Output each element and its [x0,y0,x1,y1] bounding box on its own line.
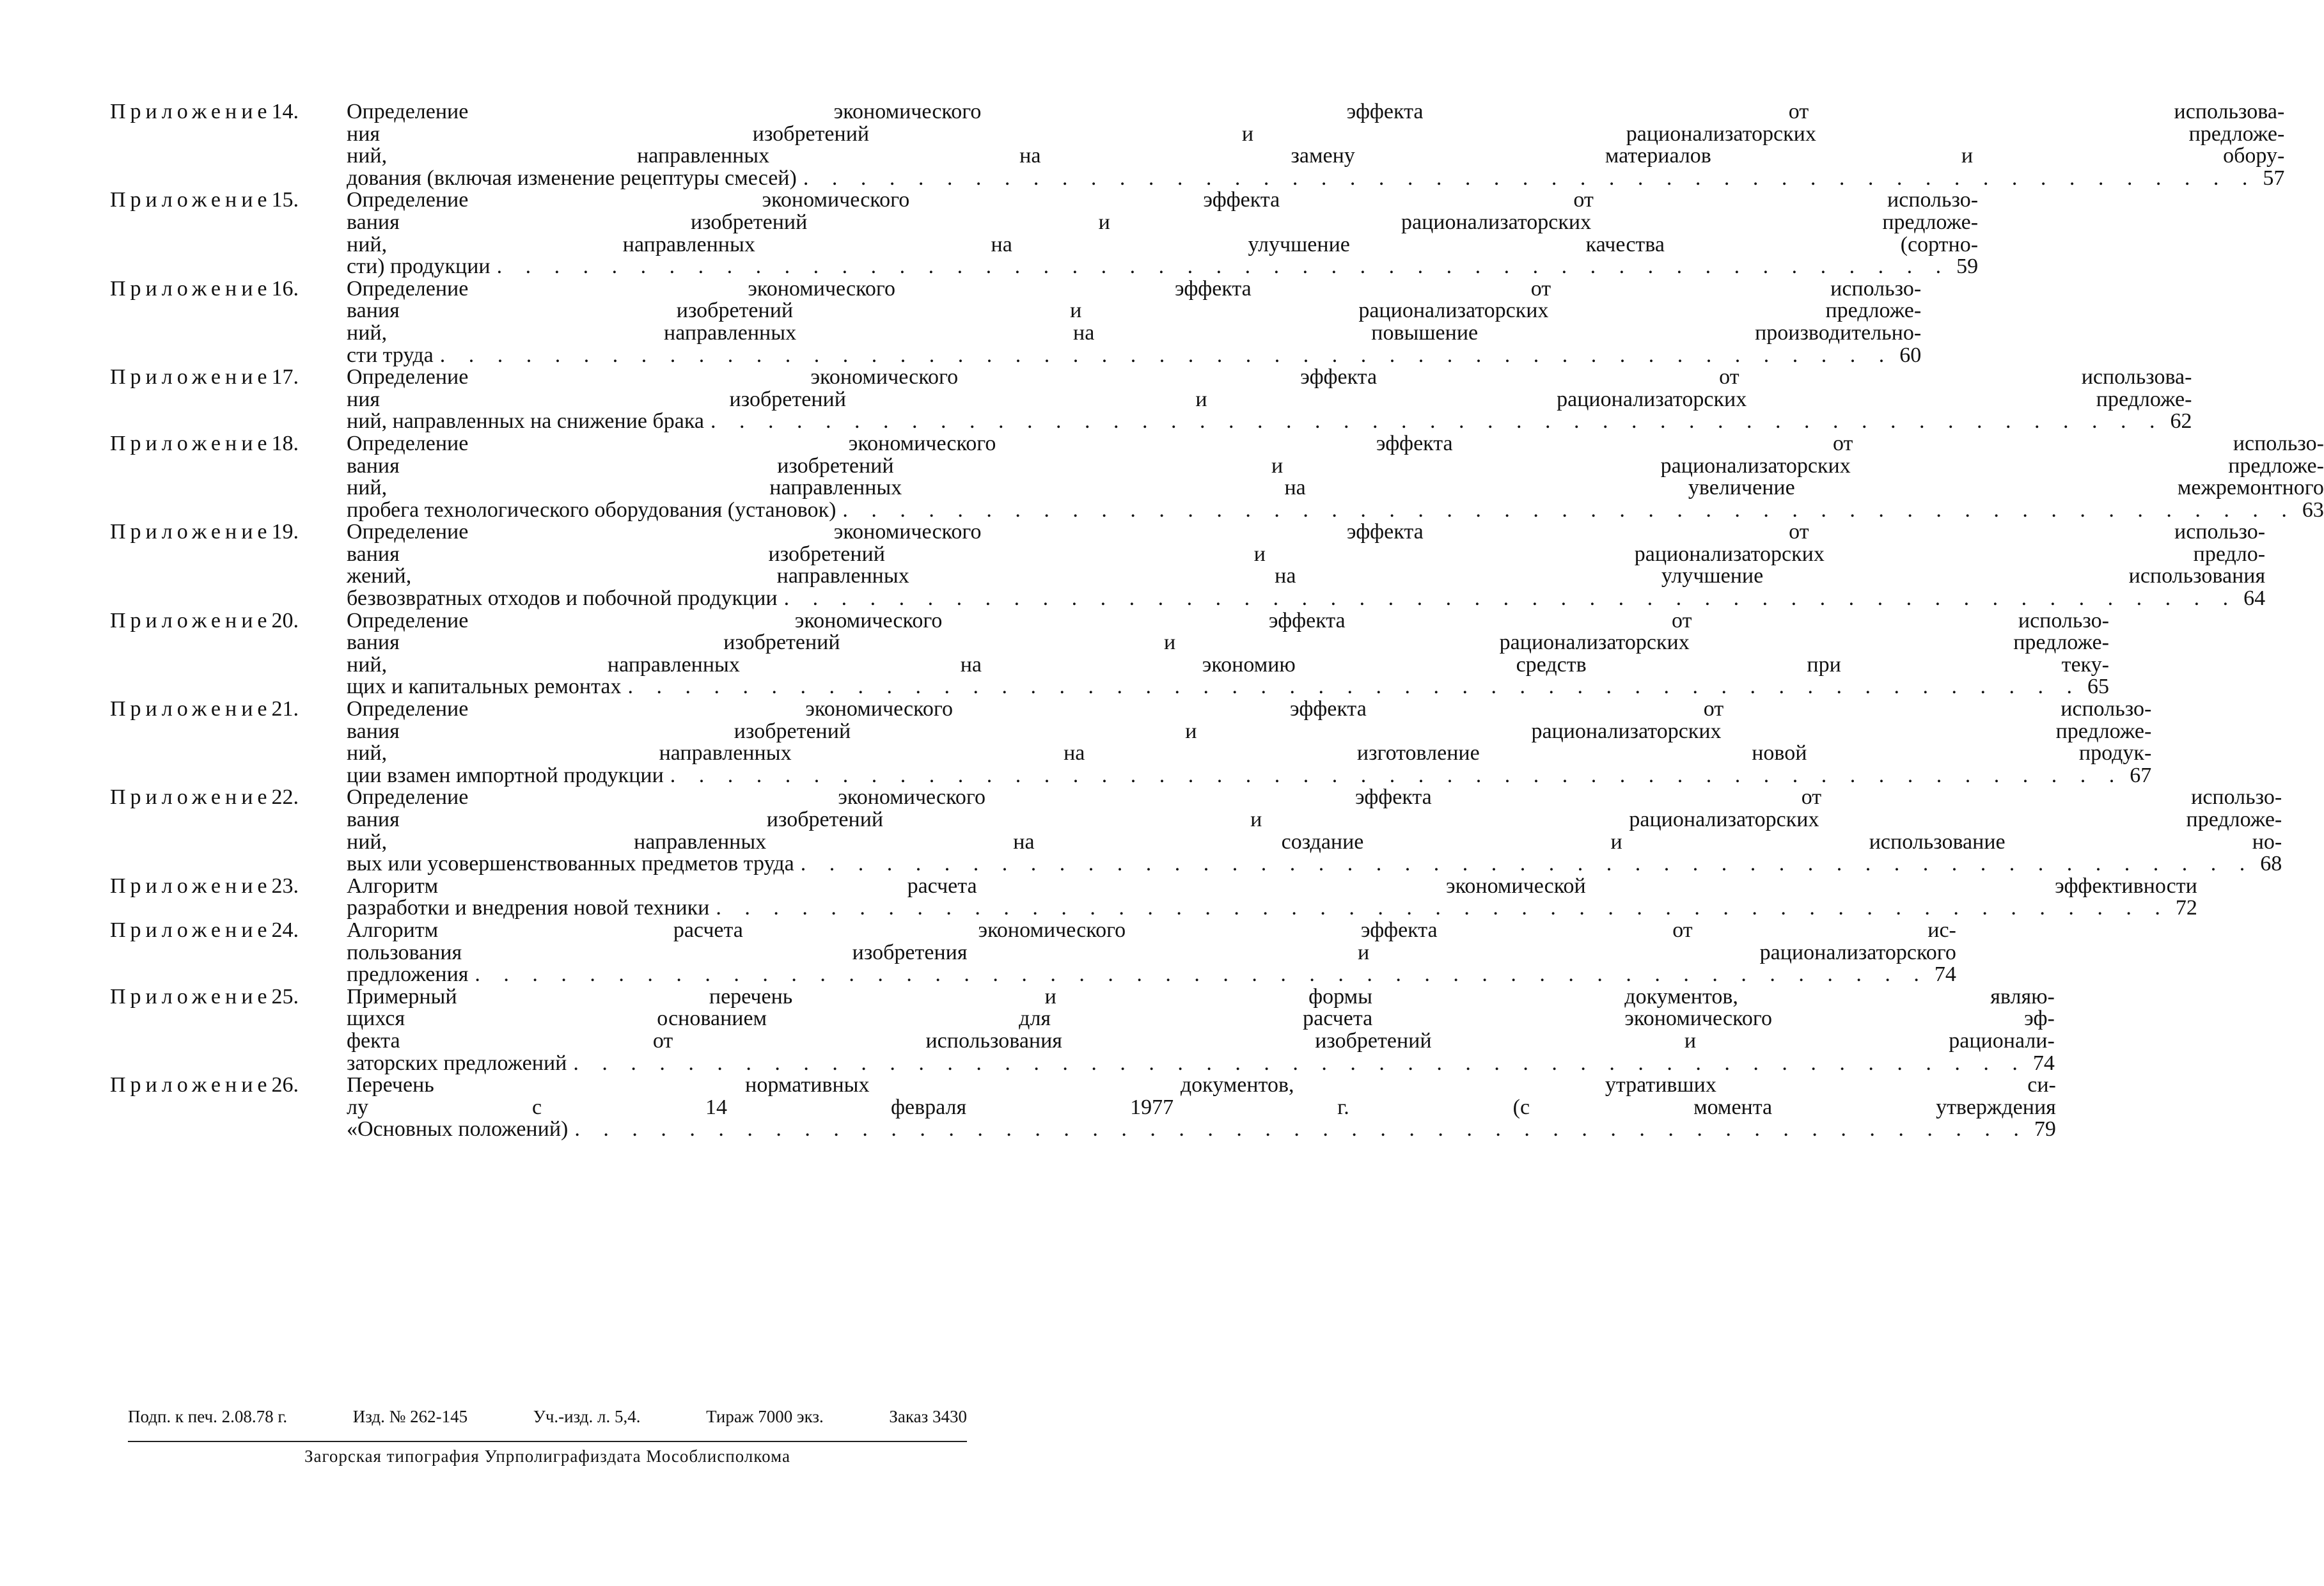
entry-title-last-line [347,256,1978,278]
appendix-number: 17. [271,365,299,389]
dot-leader [567,1053,2027,1075]
entry-title-line: фекта от использования изобретений и рационали- [347,1028,2055,1053]
page-number: 74 [1934,962,1956,987]
entry-title-line: ний, направленных на улучшение качества (сортно- [347,232,1979,256]
toc-entry [110,365,2192,434]
entry-title-line: вания изобретений и рационализаторских предложе- [347,210,1979,234]
entry-title-last-line [347,588,2265,610]
entry-title-last-line [347,411,2192,433]
entry-title-line: щих и капитальных ремонтах [347,675,622,699]
page-number: 63 [2302,498,2324,522]
entry-title [347,698,2151,787]
entry-title-line: ний, направленных на изготовление новой продук- [347,741,2152,766]
entry-title-line: Определение экономического эффекта от использова- [347,100,2285,123]
appendix-number: 26. [271,1073,299,1097]
entry-title [347,787,2282,875]
entry-title-line: пользования изобретения и рационализаторского [347,940,1956,964]
entry-title-line: Определение экономического эффекта от использо- [347,697,2152,721]
entry-title-line: вания изобретений и рационализаторских предложе- [347,808,2282,831]
page-number: 74 [2032,1051,2055,1075]
appendix-label [110,189,347,212]
entry-title-line: ции взамен импортной продукции [347,763,664,787]
imprint-circulation: Тираж 7000 экз. [706,1407,824,1426]
entry-title-line: безвозвратных отходов и побочной продукции [347,586,778,611]
entry-title [347,366,2192,433]
appendix-number: 22. [271,785,299,810]
appendix-word: Приложение [110,431,272,455]
imprint-edition: Изд. № 262-145 [352,1407,468,1426]
appendix-number: 23. [271,874,299,898]
entry-title [347,986,2055,1074]
dot-leader [704,411,2164,433]
entry-title-line: ний, направленных на увеличение межремонтного [347,476,2324,500]
appendix-label [110,610,347,632]
entry-title [347,433,2324,521]
entry-title-line: вания изобретений и рационализаторских предло- [347,542,2266,566]
dot-leader [778,588,2238,610]
entry-title [347,278,1921,366]
toc-entry [110,100,2285,190]
entry-title-line: вых или усовершенствованных предметов труда [347,852,794,876]
page-number: 57 [2263,166,2285,190]
entry-title-line: вания изобретений и рационализаторских предложе- [347,299,1922,323]
toc-entry [110,431,2324,522]
appendix-word: Приложение [110,697,272,721]
entry-title-line: Определение экономического эффекта от использо- [347,608,2109,632]
entry-title-line: Определение экономического эффекта от использо- [347,276,1922,301]
entry-title [347,920,1956,986]
toc-entry [110,918,1956,987]
entry-title-last-line [347,964,1956,986]
entry-title-line: Определение экономического эффекта от использо- [347,431,2324,455]
entry-title-line: щихся основанием для расчета экономического эф- [347,1007,2055,1031]
entry-title-line: лу с 14 февраля 1977 г. (с момента утверждения [347,1095,2056,1119]
entry-title-line: Примерный перечень и формы документов, являю- [347,984,2055,1009]
appendix-label [110,986,347,1009]
entry-title [347,189,1978,278]
printer-name: Загорская типография Упрполиграфиздата Мособлисполкома [304,1447,791,1466]
toc-entry [110,1073,2056,1142]
entry-title-line: ния изобретений и рационализаторских предложе- [347,122,2285,146]
entry-title-line: ний, направленных на экономию средств при теку- [347,652,2109,677]
appendix-word: Приложение [110,520,272,544]
appendix-word: Приложение [110,785,272,810]
page-number: 72 [2175,896,2197,920]
appendix-label [110,875,347,898]
appendix-label [110,521,347,544]
dot-leader [794,853,2254,875]
toc-entry [110,608,2109,699]
entry-title-line: ний, направленных на повышение производительно- [347,320,1922,345]
appendix-word: Приложение [110,874,272,898]
entry-title-last-line [347,345,1921,367]
entry-title-last-line [347,676,2109,698]
appendix-number: 19. [271,520,299,544]
entry-title-line: сти) продукции [347,255,491,279]
appendix-word: Приложение [110,918,272,942]
dot-leader [568,1119,2028,1141]
entry-title-line: предложения [347,962,469,987]
appendix-number: 20. [271,608,299,632]
appendix-word: Приложение [110,984,272,1009]
appendix-label [110,278,347,301]
entry-title-line: разработки и внедрения новой техники [347,896,710,920]
imprint-line [128,1407,967,1427]
entry-title-line: Перечень нормативных документов, утративших си- [347,1073,2056,1097]
entry-title-line: Определение экономического эффекта от использо- [347,520,2266,544]
entry-title-line: пробега технологического оборудования (установок) [347,498,836,522]
entry-title-line: ний, направленных на снижение брака [347,409,704,434]
appendix-label [110,787,347,809]
entry-title-line: Алгоритм расчета экономической эффективности [347,874,2197,898]
toc-entry [110,520,2266,611]
entry-title-line: вания изобретений и рационализаторских предложе- [347,631,2109,655]
entry-title-last-line [347,1119,2056,1141]
appendix-word: Приложение [110,188,272,212]
appendix-word: Приложение [110,1073,272,1097]
entry-title-line: дования (включая изменение рецептуры смесей) [347,166,797,190]
appendix-label [110,101,347,123]
entry-title-line: Определение экономического эффекта от использова- [347,365,2192,389]
entry-title-line: «Основных положений) [347,1117,569,1142]
page-number: 79 [2034,1117,2056,1142]
page-number: 64 [2243,586,2266,611]
appendix-label [110,433,347,455]
entry-title-line: заторских предложений [347,1051,567,1075]
entry-title-last-line [347,1053,2055,1075]
appendix-label [110,920,347,942]
entry-title-last-line [347,765,2151,787]
appendix-word: Приложение [110,365,272,389]
imprint-order: Заказ 3430 [889,1407,967,1426]
toc-entry [110,188,1979,279]
entry-title-line: сти труда [347,343,434,367]
dot-leader [836,499,2296,522]
appendix-word: Приложение [110,276,272,301]
dot-leader [664,765,2124,787]
dot-leader [468,964,1928,986]
appendix-number: 24. [271,918,299,942]
imprint-signed: Подп. к печ. 2.08.78 г. [128,1407,288,1426]
dot-leader [434,345,1894,367]
entry-title-line: ния изобретений и рационализаторских предложе- [347,387,2192,411]
entry-title-last-line [347,853,2282,875]
dot-leader [491,256,1951,278]
entry-title-line: вания изобретений и рационализаторских предложе- [347,719,2152,743]
entry-title-last-line [347,168,2284,190]
entry-title [347,875,2197,920]
appendix-label [110,1074,347,1097]
entry-title-line: Определение экономического эффекта от использо- [347,785,2282,810]
entry-title-last-line [347,897,2197,920]
entry-title [347,521,2265,609]
toc-entry [110,697,2152,787]
entry-title-line: вания изобретений и рационализаторских предложе- [347,453,2324,478]
appendix-number: 18. [271,431,299,455]
page-number: 67 [2130,763,2152,787]
imprint-sheets: Уч.-изд. л. 5,4. [533,1407,641,1426]
page-number: 65 [2087,675,2109,699]
toc-entry [110,785,2282,876]
appendix-label [110,698,347,721]
entry-title [347,101,2284,189]
entry-title-line: ний, направленных на замену материалов и обору- [347,144,2285,168]
appendix-word: Приложение [110,100,272,123]
appendix-number: 25. [271,984,299,1009]
table-of-contents [110,100,2324,1142]
appendix-label [110,366,347,389]
page-number: 68 [2260,852,2282,876]
page-number: 62 [2170,409,2192,434]
entry-title-line: жений, направленных на улучшение использования [347,564,2266,588]
dot-leader [709,897,2169,920]
entry-title-line: Определение экономического эффекта от использо- [347,188,1979,212]
appendix-number: 14. [271,100,299,123]
dot-leader [621,676,2081,698]
page-number: 60 [1899,343,1922,367]
imprint-divider [128,1441,967,1442]
appendix-number: 21. [271,697,299,721]
toc-entry [110,276,1922,367]
entry-title [347,1074,2056,1141]
page-number: 59 [1956,255,1979,279]
toc-entry [110,984,2055,1075]
appendix-word: Приложение [110,608,272,632]
toc-entry [110,874,2197,920]
entry-title-last-line [347,499,2324,522]
entry-title-line: Алгоритм расчета экономического эффекта от ис- [347,918,1956,942]
entry-title [347,610,2109,698]
entry-title-line: ний, направленных на создание и использование но- [347,829,2282,854]
dot-leader [797,168,2257,190]
appendix-number: 15. [271,188,299,212]
appendix-number: 16. [271,276,299,301]
